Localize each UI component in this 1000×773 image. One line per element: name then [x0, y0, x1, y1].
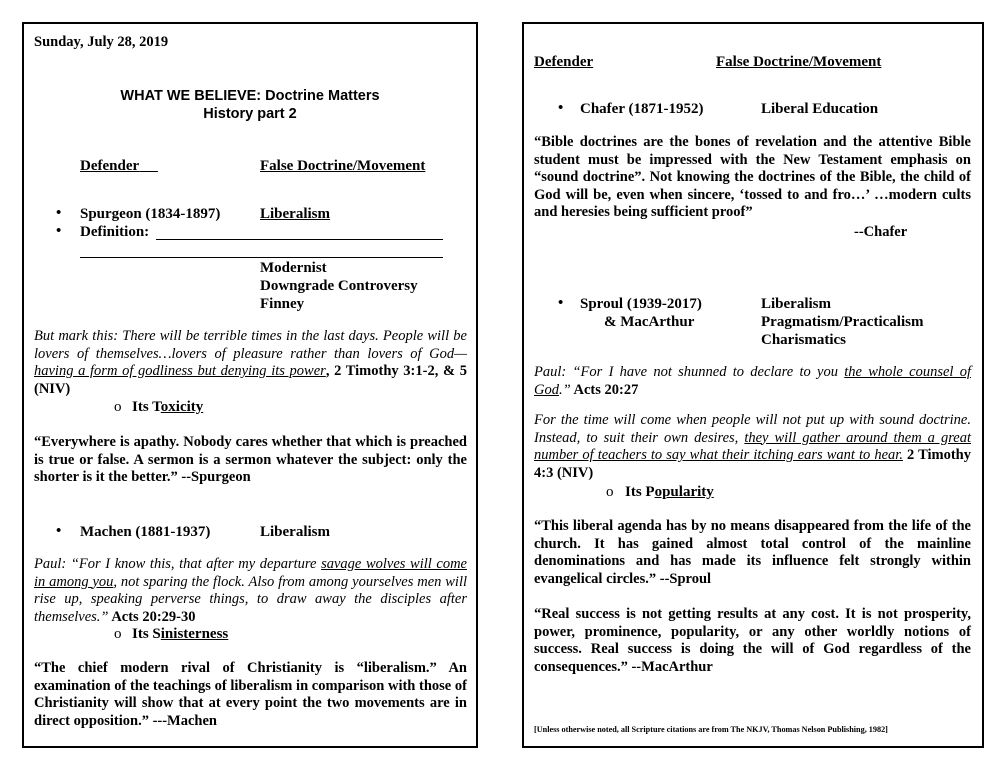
sproul-list-item: Liberalism [761, 296, 831, 312]
machen-quote: “The chief modern rival of Christianity is “liberalism.” An examination of the teachings of liberalism in comparison with those of Christianity will show that at every point the two movements are in direct opposition.” ---Machen [34, 660, 467, 729]
sproul-quote: “This liberal agenda has by no means disappeared from the life of the church. It has gained almost total control of the mainline denominations and has made its influence felt strongly within evangelical circles.” --Sproul [534, 518, 971, 587]
bullet-icon: • [56, 523, 62, 539]
scripture-acts-20-29: Paul: “For I know this, that after my departure savage wolves will come in among you, not sparing the flock. Also from among yourselves men will rise up, speaking perverse things, to draw away the disciples after themselves.” Acts 20:29-30 [34, 556, 467, 625]
spurgeon-list-item: Modernist [260, 260, 327, 276]
macarthur-quote: “Real success is not getting results at any cost. It is not prosperity, power, prominence, popularity, or any other worldly notions of success. Real success is doing the will of God regardless of the consequences.” --MacArthur [534, 606, 971, 675]
spurgeon-quote: “Everywhere is apathy. Nobody cares whether that which is preached is true or false. A sermon is a sermon whatever the subject: only the shorter is it the better.” --Spurgeon [34, 434, 467, 486]
spurgeon-name: Spurgeon (1834-1897) [80, 206, 221, 222]
circle-bullet-icon: o [606, 484, 614, 500]
date: Sunday, July 28, 2019 [34, 34, 169, 50]
chafer-name: Chafer (1871-1952) [580, 101, 704, 117]
circle-bullet-icon: o [114, 626, 122, 642]
bullet-icon: • [558, 100, 564, 116]
chafer-doctrine: Liberal Education [761, 101, 879, 117]
scripture-2-timothy-3: But mark this: There will be terrible times in the last days. People will be lovers of themselves…lovers of pleasure rather than lovers of God— having a form of godliness but denying its power, 2 Timothy 3:1-2, & 5 (NIV) [34, 328, 467, 397]
definition-blank-line-2 [80, 257, 443, 258]
page-subtitle: History part 2 [203, 106, 297, 122]
machen-doctrine: Liberalism [260, 524, 330, 540]
subpoint-toxicity: Its Toxicity [132, 399, 204, 415]
right-page [522, 22, 984, 748]
chafer-quote: “Bible doctrines are the bones of revelation and the attentive Bible student must be impressed with the New Testament emphasis on “sound doctrine”. Not knowing the doctrines of the Bible, the child of God will be, even when sincere, ‘tossed to and fro…’ …modern cults and heresies being sufficient proof” [534, 134, 971, 221]
scripture-2-timothy-4: For the time will come when people will not put up with sound doctrine. Instead, to suit their own desires, they will gather around them a great number of teachers to say what their itching ears want to hear. 2 Timothy 4:3 (NIV) [534, 412, 972, 481]
chafer-attribution: --Chafer [854, 224, 908, 240]
bullet-icon: • [56, 205, 62, 221]
spurgeon-list-item: Finney [260, 296, 305, 312]
spurgeon-list-item: Downgrade Controversy [260, 278, 418, 294]
header-defender: Defender [80, 158, 140, 174]
circle-bullet-icon: o [114, 399, 122, 415]
header-false-doctrine: False Doctrine/Movement [260, 158, 426, 174]
sproul-list-item: Charismatics [761, 332, 846, 348]
header-false-doctrine: False Doctrine/Movement [716, 54, 882, 70]
subpoint-popularity: Its Popularity [625, 484, 714, 500]
header-defender: Defender [534, 54, 594, 70]
left-page [22, 22, 478, 748]
bullet-icon: • [558, 295, 564, 311]
page-title: WHAT WE BELIEVE: Doctrine Matters [120, 88, 380, 104]
sproul-name: Sproul (1939-2017) [580, 296, 702, 312]
footnote: [Unless otherwise noted, all Scripture citations are from The NKJV, Thomas Nelson Publishing, 1982] [534, 725, 888, 734]
macarthur-name: & MacArthur [604, 314, 695, 330]
bullet-icon: • [56, 223, 62, 239]
definition-blank-line [156, 239, 443, 240]
machen-name: Machen (1881-1937) [80, 524, 211, 540]
subpoint-sinisterness: Its Sinisterness [132, 626, 229, 642]
sproul-list-item: Pragmatism/Practicalism [761, 314, 924, 330]
definition-label: Definition: [80, 224, 150, 240]
scripture-acts-20-27: Paul: “For I have not shunned to declare to you the whole counsel of God.” Acts 20:27 [534, 364, 971, 398]
spurgeon-doctrine: Liberalism [260, 206, 330, 222]
